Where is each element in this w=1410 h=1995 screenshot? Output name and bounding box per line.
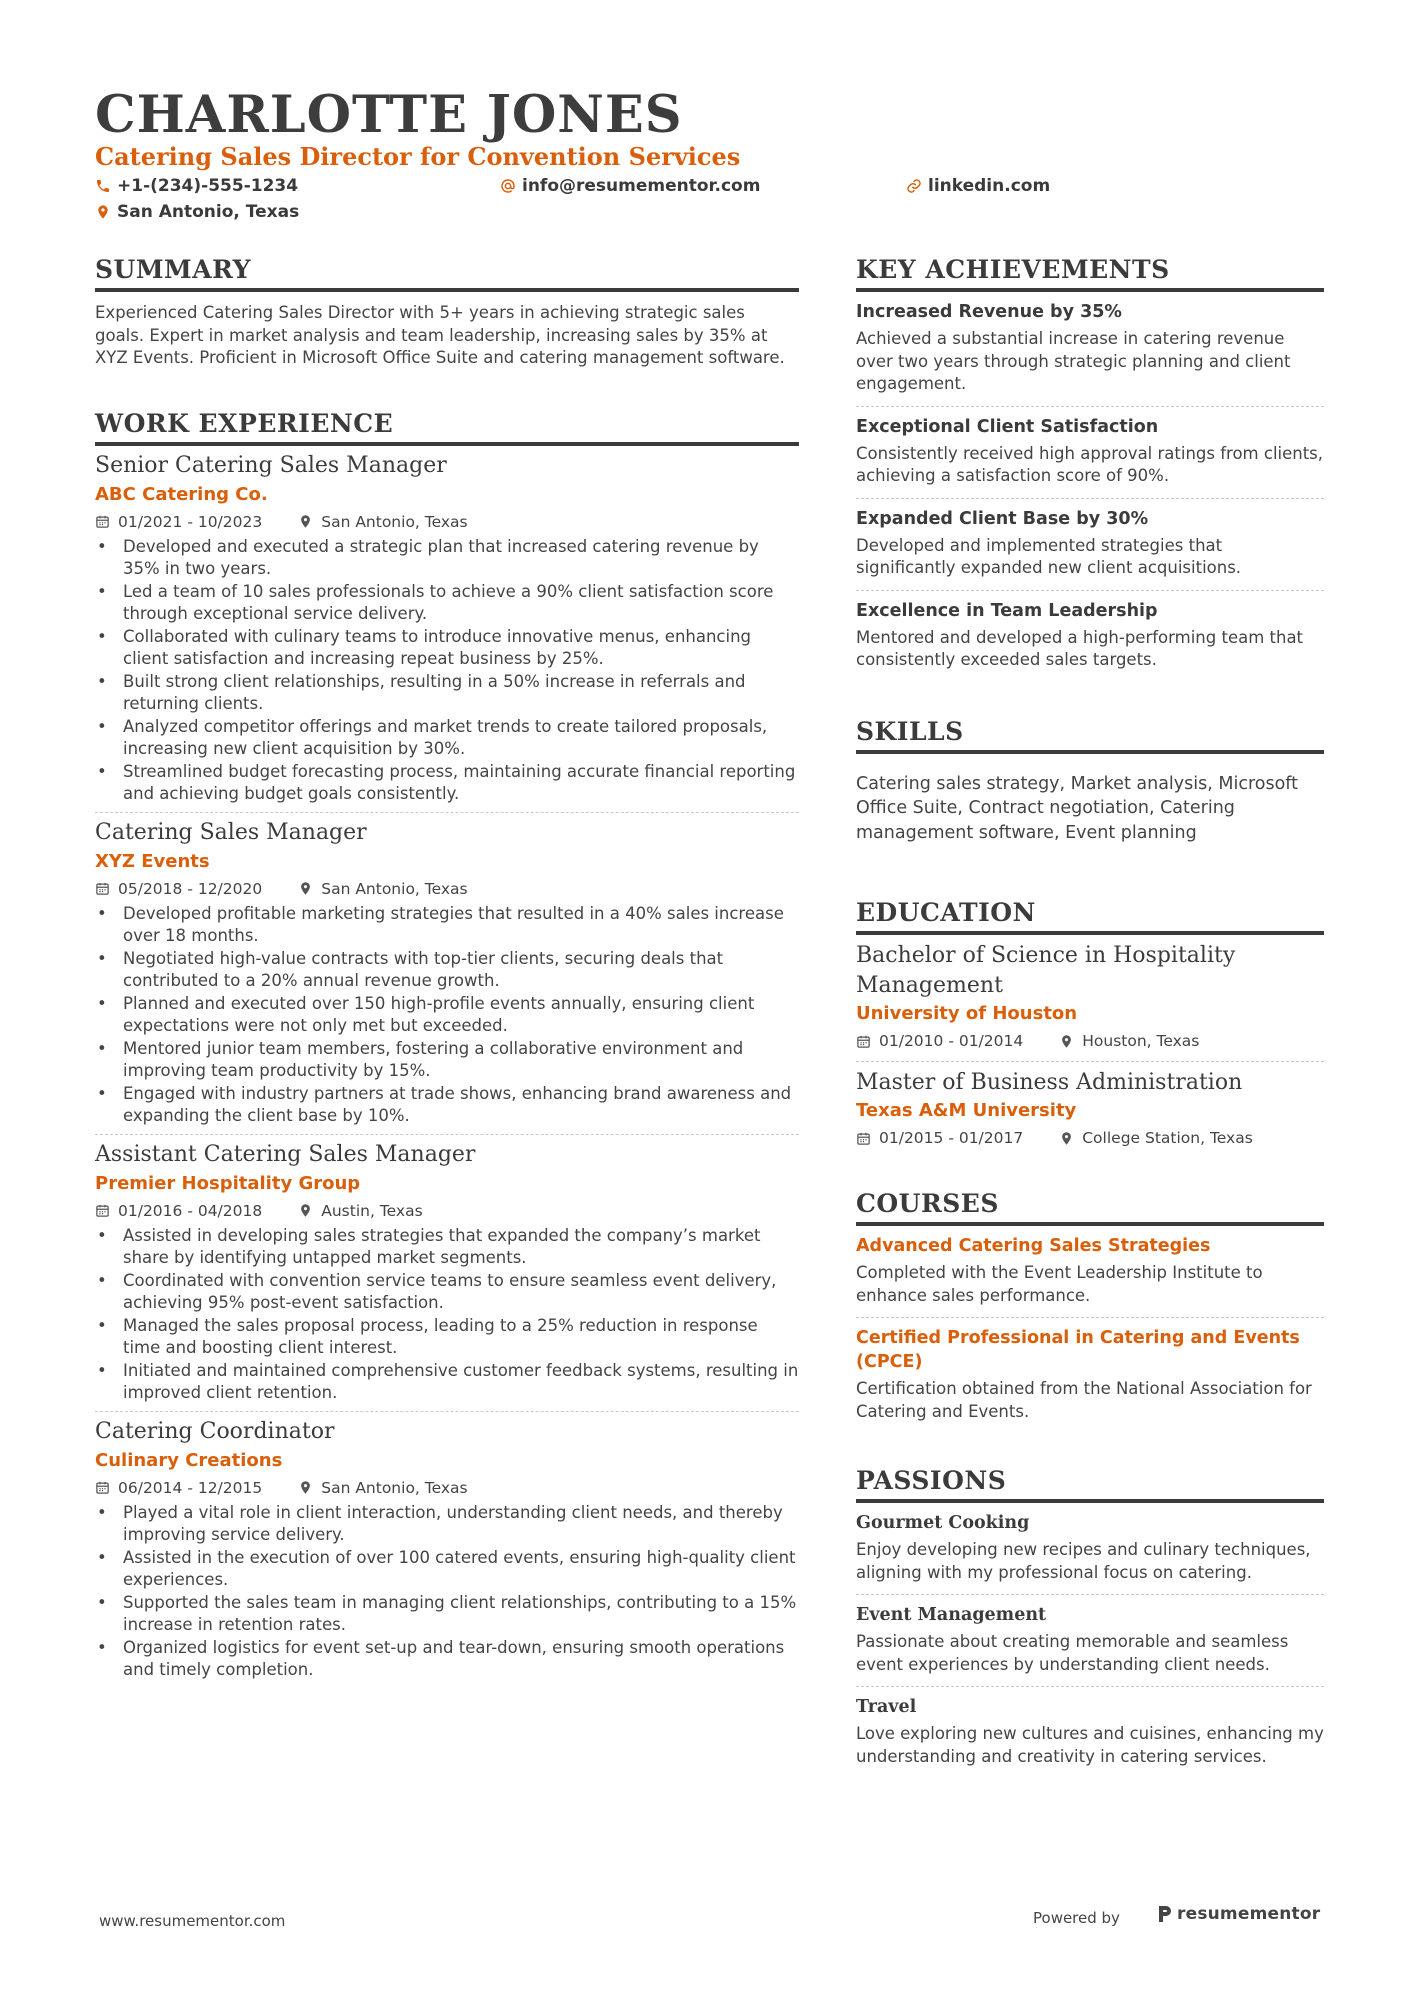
education-item: [856, 935, 1324, 1062]
job-bullet: • Coordinated with convention service teams to ensure seamless event delivery, achieving 95% post-event satisfaction.: [95, 1270, 799, 1315]
job-title: Catering Sales Manager: [95, 819, 367, 845]
education-item: [856, 1062, 1324, 1158]
skills-text: Catering sales strategy, Market analysis, Microsoft Office Suite, Contract negotiation, Catering management software, Event planning: [856, 773, 1298, 843]
job-bullet: • Supported the sales team in managing client relationships, contributing to a 15% increase in retention rates.: [95, 1592, 799, 1637]
right-column: [856, 254, 1324, 1778]
job-entry: [95, 1135, 799, 1412]
email-text[interactable]: info@resumementor.com: [522, 176, 761, 196]
job-bullet: • Developed and executed a strategic plan that increased catering revenue by 35% in two years.: [95, 536, 799, 581]
degree-title: Master of Business Administration: [856, 1070, 1243, 1095]
passion-item: [856, 1687, 1324, 1778]
job-meta: [95, 1476, 799, 1500]
achievement-title: Excellence in Team Leadership: [856, 600, 1158, 621]
location-text: San Antonio, Texas: [117, 202, 300, 222]
achievements-list: [856, 292, 1324, 682]
job-bullets: [95, 536, 799, 806]
job-location: San Antonio, Texas: [321, 879, 468, 898]
job-bullet: • Played a vital role in client interaction, understanding client needs, and thereby improving service delivery.: [95, 1502, 799, 1547]
job-bullets: [95, 1502, 799, 1682]
achievement-item: [856, 499, 1324, 591]
achievement-item: [856, 591, 1324, 682]
job-bullet: • Developed profitable marketing strategies that resulted in a 40% sales increase over 18 months.: [95, 903, 799, 948]
job-title: Senior Catering Sales Manager: [95, 452, 447, 478]
contact-email[interactable]: [500, 175, 760, 197]
brand-logo[interactable]: [1157, 1904, 1320, 1924]
calendar-icon: [856, 1131, 871, 1146]
powered-by-text: Powered by: [1033, 1909, 1120, 1927]
achievement-item: [856, 292, 1324, 407]
job-bullet: • Collaborated with culinary teams to introduce innovative menus, enhancing client satisfaction and increasing repeat business by 25%.: [95, 626, 799, 671]
passion-item: [856, 1595, 1324, 1687]
contact-phone: [95, 175, 298, 197]
job-bullet: • Streamlined budget forecasting process, maintaining accurate financial reporting and achieving budget goals consistently.: [95, 761, 799, 806]
passions-list: [856, 1503, 1324, 1778]
courses-list: [856, 1226, 1324, 1433]
job-bullet: • Led a team of 10 sales professionals to achieve a 90% client satisfaction score through exceptional service delivery.: [95, 581, 799, 626]
company-name: ABC Catering Co.: [95, 483, 268, 505]
school-name: University of Houston: [856, 1003, 1078, 1024]
passion-desc: Love exploring new cultures and cuisines, enhancing my understanding and creativity in catering services.: [856, 1724, 1324, 1766]
school-name: Texas A&M University: [856, 1100, 1077, 1121]
job-entry: [95, 446, 799, 813]
location-icon: [1059, 1034, 1074, 1049]
job-bullet: • Assisted in the execution of over 100 catered events, ensuring high-quality client experiences.: [95, 1547, 799, 1592]
course-title: Certified Professional in Catering and Events (CPCE): [856, 1328, 1300, 1372]
experience-heading: WORK EXPERIENCE: [95, 408, 799, 446]
passion-title: Travel: [856, 1697, 917, 1717]
calendar-icon: [95, 1480, 110, 1495]
job-dates: 01/2021 - 10/2023: [118, 512, 263, 531]
link-icon: [906, 178, 922, 194]
job-bullets: [95, 903, 799, 1128]
company-name: Premier Hospitality Group: [95, 1172, 361, 1194]
job-bullet: • Assisted in developing sales strategies that expanded the company’s market share by identifying untapped market segments.: [95, 1225, 799, 1270]
calendar-icon: [95, 881, 110, 896]
job-location: San Antonio, Texas: [321, 512, 468, 531]
job-meta: [95, 877, 799, 901]
summary-heading: SUMMARY: [95, 254, 799, 292]
course-item: [856, 1226, 1324, 1318]
job-bullet: • Analyzed competitor offerings and market trends to create tailored proposals, increasing new client acquisition by 30%.: [95, 716, 799, 761]
location-icon: [1059, 1131, 1074, 1146]
candidate-role: Catering Sales Director for Convention Services: [95, 142, 741, 171]
job-meta: [95, 1199, 799, 1223]
courses-heading: COURSES: [856, 1188, 1324, 1226]
location-icon: [298, 881, 313, 896]
job-meta: [95, 510, 799, 534]
achievement-title: Increased Revenue by 35%: [856, 302, 1122, 322]
email-icon: [500, 178, 516, 194]
education-heading: EDUCATION: [856, 897, 1324, 935]
job-title: Assistant Catering Sales Manager: [95, 1141, 476, 1167]
brand-text: resumementor: [1177, 1904, 1321, 1924]
achievement-title: Expanded Client Base by 30%: [856, 508, 1149, 529]
job-bullet: • Engaged with industry partners at trade shows, enhancing brand awareness and expanding the client base by 10%.: [95, 1083, 799, 1128]
education-location: Houston, Texas: [1082, 1032, 1200, 1050]
passions-heading: PASSIONS: [856, 1465, 1324, 1503]
education-list: [856, 935, 1324, 1158]
candidate-name: CHARLOTTE JONES: [95, 85, 683, 145]
calendar-icon: [95, 1203, 110, 1218]
passion-title: Event Management: [856, 1605, 1047, 1625]
job-location: San Antonio, Texas: [321, 1478, 468, 1497]
education-meta: [856, 1126, 1324, 1150]
passion-desc: Enjoy developing new recipes and culinary techniques, aligning with my professional focus on catering.: [856, 1540, 1311, 1582]
passion-item: [856, 1503, 1324, 1595]
education-dates: 01/2015 - 01/2017: [879, 1129, 1024, 1147]
job-bullet: • Built strong client relationships, resulting in a 50% increase in referrals and returning clients.: [95, 671, 799, 716]
phone-icon: [95, 178, 111, 194]
degree-title: Bachelor of Science in Hospitality Management: [856, 943, 1236, 998]
course-desc: Completed with the Event Leadership Institute to enhance sales performance.: [856, 1263, 1263, 1305]
phone-text: +1-(234)-555-1234: [117, 176, 299, 196]
contact-linkedin[interactable]: [906, 175, 1050, 197]
passion-desc: Passionate about creating memorable and seamless event experiences by understanding client needs.: [856, 1632, 1289, 1674]
job-bullet: • Organized logistics for event set-up and tear-down, ensuring smooth operations and timely completion.: [95, 1637, 799, 1682]
achievement-desc: Achieved a substantial increase in catering revenue over two years through strategic planning and client engagement.: [856, 329, 1291, 393]
job-dates: 05/2018 - 12/2020: [118, 879, 263, 898]
job-bullet: • Managed the sales proposal process, leading to a 25% reduction in response time and boosting client interest.: [95, 1315, 799, 1360]
achievement-desc: Mentored and developed a high-performing team that consistently exceeded sales targets.: [856, 627, 1304, 669]
job-dates: 06/2014 - 12/2015: [118, 1478, 263, 1497]
calendar-icon: [856, 1034, 871, 1049]
location-icon: [95, 204, 111, 220]
location-icon: [298, 1203, 313, 1218]
company-name: XYZ Events: [95, 850, 210, 872]
location-icon: [298, 1480, 313, 1495]
education-dates: 01/2010 - 01/2014: [879, 1032, 1024, 1050]
linkedin-text[interactable]: linkedin.com: [928, 176, 1051, 196]
summary-text: Experienced Catering Sales Director with 5+ years in achieving strategic sales goals. Expert in market analysis and team leadership, increasing sales by 35% at XYZ Events. Proficient in Microsoft Office Suite and catering management software.: [95, 303, 785, 367]
achievement-item: [856, 407, 1324, 499]
course-desc: Certification obtained from the National Association for Catering and Events.: [856, 1379, 1312, 1421]
calendar-icon: [95, 514, 110, 529]
left-column: [95, 254, 799, 1688]
job-entry: [95, 813, 799, 1135]
course-title: Advanced Catering Sales Strategies: [856, 1236, 1211, 1256]
education-meta: [856, 1029, 1324, 1053]
experience-list: [95, 446, 799, 1688]
skills-heading: SKILLS: [856, 716, 1324, 754]
job-bullet: • Planned and executed over 150 high-profile events annually, ensuring client expectations were not only met but exceeded.: [95, 993, 799, 1038]
job-bullet: • Mentored junior team members, fostering a collaborative environment and improving team productivity by 15%.: [95, 1038, 799, 1083]
job-bullet: • Initiated and maintained comprehensive customer feedback systems, resulting in improved client retention.: [95, 1360, 799, 1405]
achievements-heading: KEY ACHIEVEMENTS: [856, 254, 1324, 292]
job-title: Catering Coordinator: [95, 1418, 335, 1444]
resumementor-logo-icon: [1157, 1904, 1173, 1924]
job-bullet: • Negotiated high-value contracts with top-tier clients, securing deals that contributed to a 20% annual revenue growth.: [95, 948, 799, 993]
passion-title: Gourmet Cooking: [856, 1513, 1030, 1533]
job-location: Austin, Texas: [321, 1201, 423, 1220]
achievement-title: Exceptional Client Satisfaction: [856, 416, 1159, 437]
achievement-desc: Consistently received high approval ratings from clients, achieving a satisfaction score of 90%.: [856, 443, 1324, 485]
education-location: College Station, Texas: [1082, 1129, 1253, 1147]
course-item: [856, 1318, 1324, 1433]
job-entry: [95, 1412, 799, 1688]
contact-location: [95, 201, 299, 223]
achievement-desc: Developed and implemented strategies that significantly expanded new client acquisitions.: [856, 535, 1242, 577]
footer-url[interactable]: www.resumementor.com: [99, 1912, 286, 1930]
job-bullets: [95, 1225, 799, 1405]
location-icon: [298, 514, 313, 529]
job-dates: 01/2016 - 04/2018: [118, 1201, 263, 1220]
company-name: Culinary Creations: [95, 1449, 283, 1471]
